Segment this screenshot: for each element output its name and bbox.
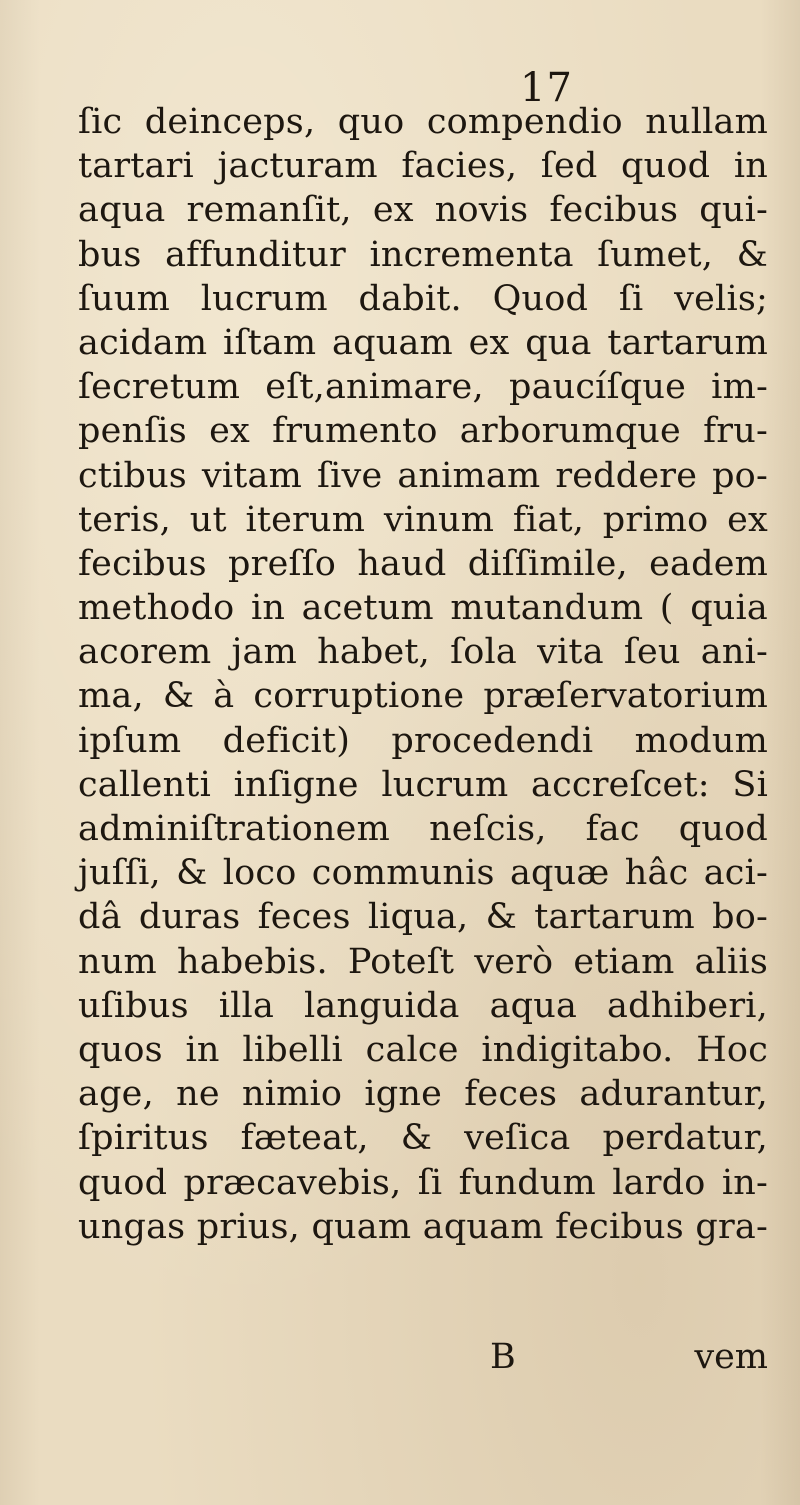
text-line: acidam iſtam aquam ex qua tartarum [78, 322, 768, 363]
text-line: tartari jacturam facies, ſed quod in [78, 146, 768, 187]
text-line: acorem jam habet, ſola vita ſeu ani- [78, 632, 768, 673]
text-line: methodo in acetum mutandum ( quia [78, 588, 768, 629]
text-line: ma, & à corruptione præſervatorium [78, 676, 768, 717]
text-line: aqua remanſit, ex novis fecibus qui- [78, 190, 768, 231]
signature-mark: B [490, 1337, 516, 1377]
text-line: ſic deinceps, quo compendio nullam [78, 102, 768, 142]
text-line: num habebis. Poteſt verò etiam aliis [78, 941, 768, 982]
body-text [78, 100, 768, 1249]
text-line: bus affunditur incrementa ſumet, & [78, 234, 768, 275]
text-line: adminiſtrationem neſcis, fac quod [78, 809, 768, 849]
catchword: vem [694, 1337, 768, 1377]
text-line: ungas prius, quam aquam fecibus gra- [78, 1206, 768, 1247]
text-line: quod præcavebis, ſi fundum lardo in- [78, 1162, 768, 1203]
text-line: teris, ut iterum vinum fiat, primo ex [78, 499, 768, 540]
text-line: callenti inſigne lucrum accreſcet: Si [78, 764, 768, 805]
text-line: ſuum lucrum dabit. Quod ſi velis; [78, 278, 768, 319]
text-line: dâ duras feces liqua, & tartarum bo- [78, 897, 768, 938]
text-line: ctibus vitam ſive animam reddere po- [78, 455, 768, 496]
text-line: penſis ex frumento arborumque fru- [78, 411, 768, 452]
text-line: juſſi, & loco communis aquæ hâc aci- [78, 853, 768, 894]
text-line: uſibus illa languida aqua adhiberi, [78, 985, 768, 1026]
text-line: quos in libelli calce indigitabo. Hoc [78, 1029, 768, 1070]
page-footer [78, 1335, 768, 1379]
text-line: ipſum deficit) procedendi modum [78, 720, 768, 761]
text-line: ſecretum eſt,animare, paucíſque im- [78, 367, 768, 408]
text-line: fecibus preſſo haud diſſimile, eadem [78, 543, 768, 584]
page-number: 17 [520, 65, 573, 111]
text-line: ſpiritus fæteat, & veſica perdatur, [78, 1118, 768, 1159]
text-line: age, ne nimio igne feces adurantur, [78, 1074, 768, 1115]
